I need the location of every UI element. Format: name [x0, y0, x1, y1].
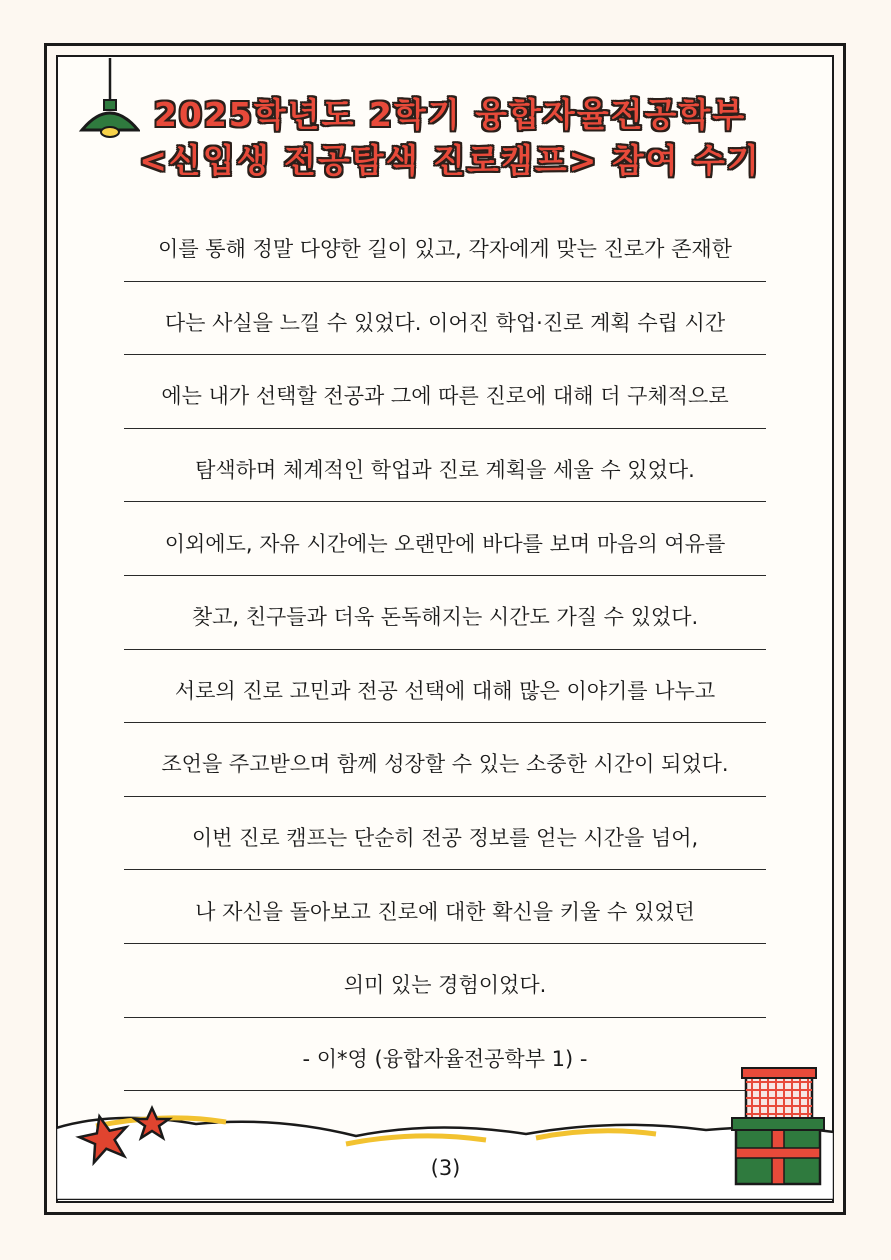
page-title	[90, 92, 810, 184]
body-line: 찾고, 친구들과 더욱 돈독해지는 시간도 가질 수 있었다.	[124, 576, 766, 650]
body-line: 다는 사실을 느낄 수 있었다. 이어진 학업·진로 계획 수립 시간	[124, 282, 766, 356]
body-line: 의미 있는 경험이었다.	[124, 944, 766, 1018]
title-line-2: <신입생 전공탐색 진로캠프> 참여 수기	[139, 141, 761, 180]
body-line: 이번 진로 캠프는 단순히 전공 정보를 얻는 시간을 넘어,	[124, 797, 766, 871]
title-line-1: 2025학년도 2학기 융합자율전공학부	[153, 95, 747, 134]
body-line: 서로의 진로 고민과 전공 선택에 대해 많은 이야기를 나누고	[124, 650, 766, 724]
body-line: 탐색하며 체계적인 학업과 진로 계획을 세울 수 있었다.	[124, 429, 766, 503]
body-line: 이를 통해 정말 다양한 길이 있고, 각자에게 맞는 진로가 존재한	[124, 208, 766, 282]
body-line: 에는 내가 선택할 전공과 그에 따른 진로에 대해 더 구체적으로	[124, 355, 766, 429]
author-signature: - 이*영 (융합자율전공학부 1) -	[124, 1018, 766, 1092]
body-line: 조언을 주고받으며 함께 성장할 수 있는 소중한 시간이 되었다.	[124, 723, 766, 797]
essay-body	[124, 208, 766, 1091]
body-line: 나 자신을 돌아보고 진로에 대한 확신을 키울 수 있었던	[124, 870, 766, 944]
page-number: (3)	[430, 1156, 461, 1180]
gift-box-icon	[742, 1068, 816, 1120]
body-line: 이외에도, 자유 시간에는 오랜만에 바다를 보며 마음의 여유를	[124, 502, 766, 576]
